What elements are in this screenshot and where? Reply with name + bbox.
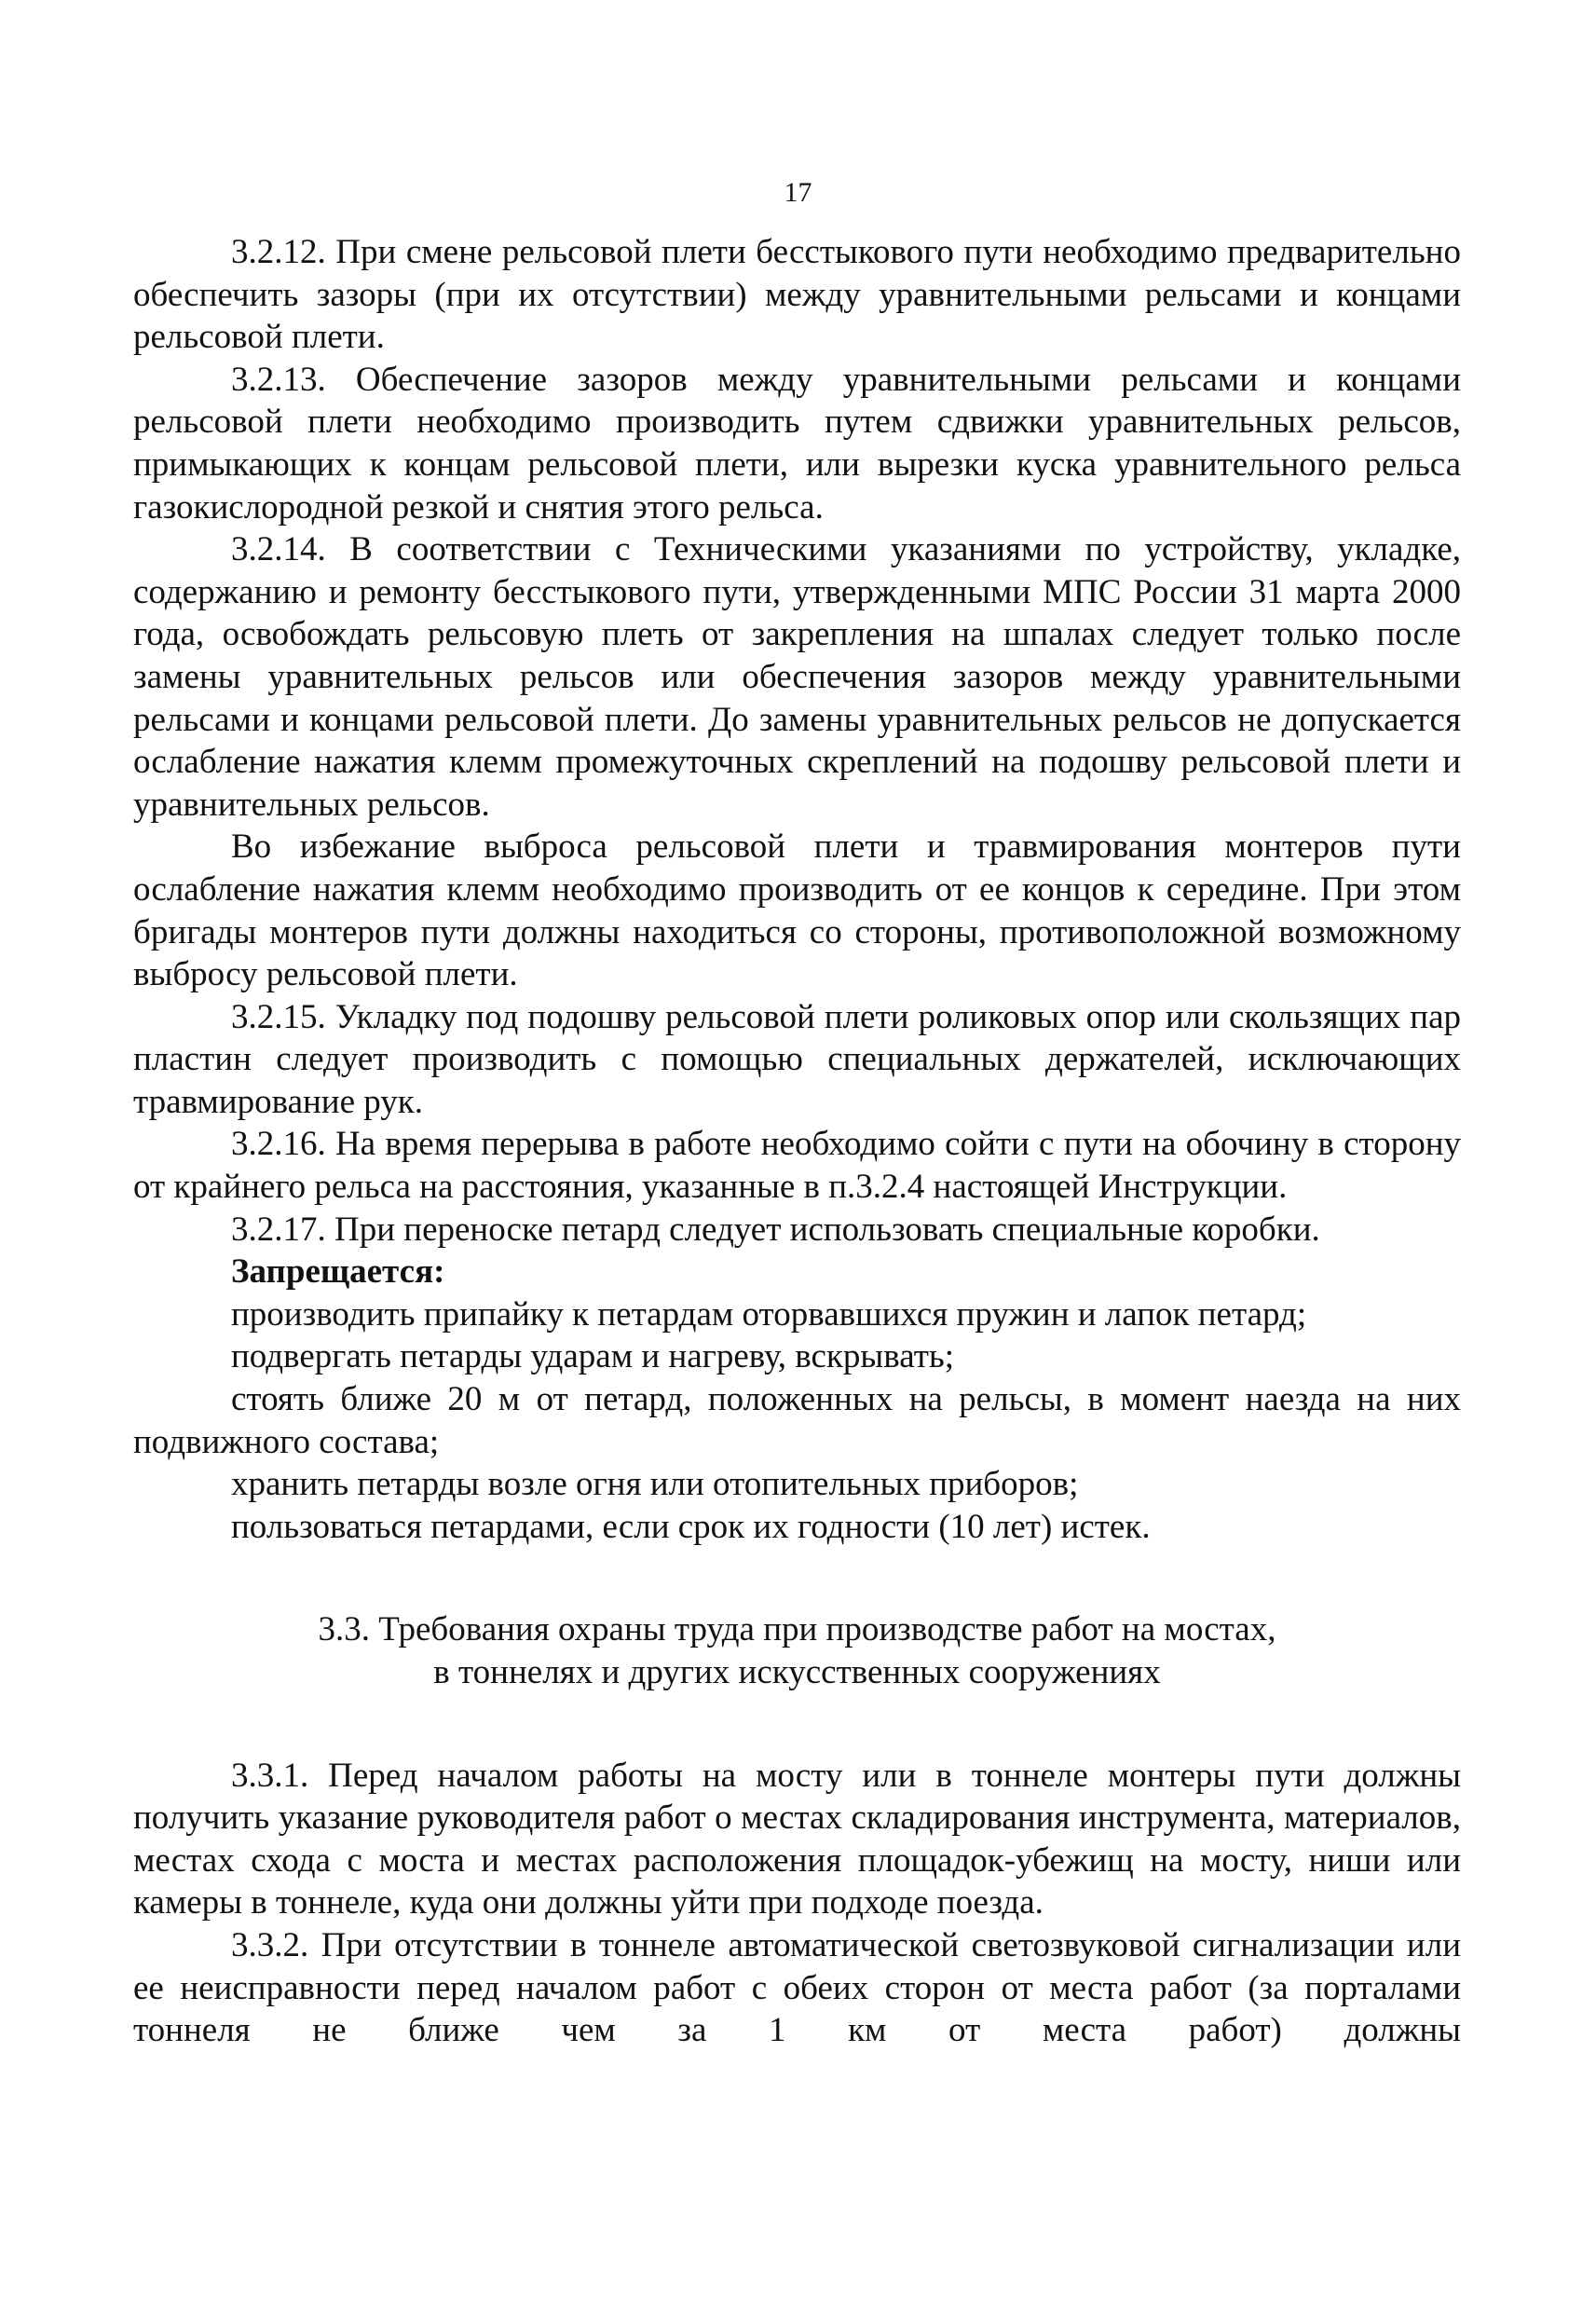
prohibited-label: Запрещается: bbox=[231, 1252, 445, 1292]
paragraph-3-2-15: 3.2.15. Укладку под подошву рельсовой плети роликовых опор или скользящих пар пластин следует производить с помощью специальных держателей, исключающих травмирование рук. bbox=[133, 997, 1461, 1121]
document-body bbox=[133, 231, 1461, 2052]
section-heading-line-1: 3.3. Требования охраны труда при производстве работ на мостах, bbox=[318, 1610, 1276, 1649]
section-heading-3-3 bbox=[133, 1608, 1461, 1693]
prohibited-item-2: подвергать петарды ударам и нагреву, вскрывать; bbox=[231, 1337, 955, 1376]
paragraph-3-2-12: 3.2.12. При смене рельсовой плети бесстыкового пути необходимо предварительно обеспечить зазоры (при их отсутствии) между уравнительными рельсами и концами рельсовой плети. bbox=[133, 233, 1461, 357]
paragraph-3-3-2: 3.3.2. При отсутствии в тоннеле автоматической светозвуковой сигнализации или ее неисправности перед началом работ с обеих сторон от места работ (за порталами тоннеля не ближе чем за 1 км от места работ) должны bbox=[133, 1925, 1461, 2050]
paragraph-3-2-16: 3.2.16. На время перерыва в работе необходимо сойти с пути на обочину в сторону от крайнего рельса на расстояния, указанные в п.3.2.4 настоящей Инструкции. bbox=[133, 1125, 1461, 1207]
prohibited-item-3: стоять ближе 20 м от петард, положенных на рельсы, в момент наезда на них подвижного состава; bbox=[133, 1380, 1461, 1461]
paragraph-3-3-1: 3.3.1. Перед началом работы на мосту или в тоннеле монтеры пути должны получить указание руководителя работ о местах складирования инструмента, материалов, местах схода с моста и местах расположения площадок-убежищ на мосту, ниши или камеры в тоннеле, куда они должны уйти при подходе поезда. bbox=[133, 1756, 1461, 1922]
section-heading-line-2: в тоннелях и других искусственных сооружениях bbox=[433, 1653, 1161, 1691]
prohibited-item-1: производить припайку к петардам оторвавшихся пружин и лапок петард; bbox=[231, 1294, 1307, 1334]
prohibited-item-4: хранить петарды возле огня или отопительных приборов; bbox=[231, 1465, 1079, 1504]
paragraph-3-2-13: 3.2.13. Обеспечение зазоров между уравнительными рельсами и концами рельсовой плети необходимо производить путем сдвижки уравнительных рельсов, примыкающих к концам рельсовой плети, или вырезки куска уравнительного рельса газокислородной резкой и снятия этого рельса. bbox=[133, 360, 1461, 527]
paragraph-3-2-14: 3.2.14. В соответствии с Техническими указаниями по устройству, укладке, содержанию и ремонту бесстыкового пути, утвержденными МПС России 31 марта 2000 года, освобождать рельсовую плеть от закрепления на шпалах следует только после замены уравнительных рельсов или обеспечения зазоров между уравнительными рельсами и концами рельсовой плети. До замены уравнительных рельсов не допускается ослабление нажатия клемм промежуточных скреплений на подошву рельсовой плети и уравнительных рельсов. bbox=[133, 530, 1461, 824]
page-number: 17 bbox=[784, 177, 812, 208]
prohibited-item-5: пользоваться петардами, если срок их годности (10 лет) истек. bbox=[231, 1507, 1151, 1546]
paragraph-3-2-14-continued: Во избежание выброса рельсовой плети и травмирования монтеров пути ослабление нажатия клемм необходимо производить от ее концов к середине. При этом бригады монтеров пути должны находиться со стороны, противоположной возможному выбросу рельсовой плети. bbox=[133, 828, 1461, 994]
paragraph-3-2-17: 3.2.17. При переноске петард следует использовать специальные коробки. bbox=[231, 1210, 1320, 1249]
